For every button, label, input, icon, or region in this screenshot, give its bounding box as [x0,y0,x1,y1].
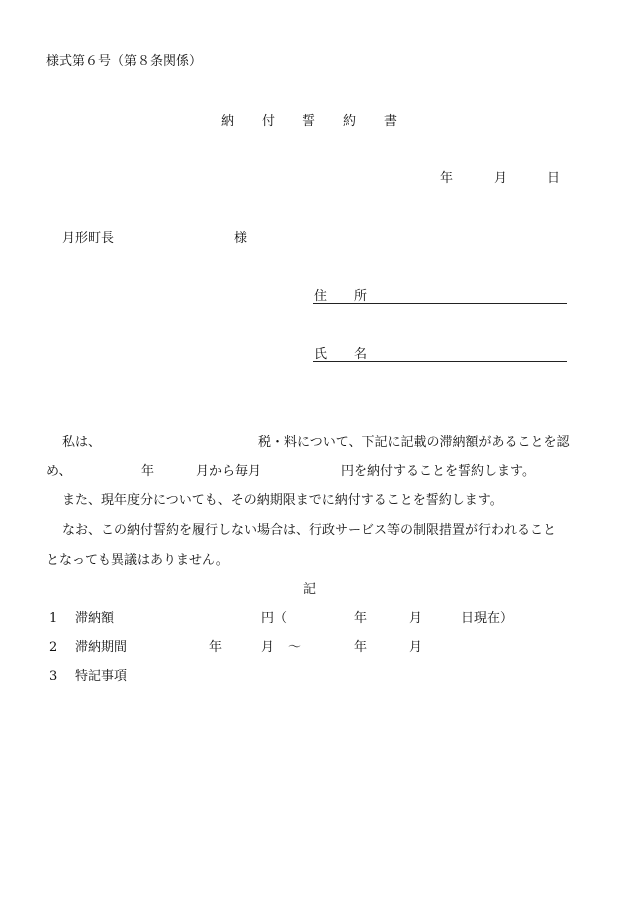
body-text: 月から毎月 [196,464,262,479]
name-label-char: 氏 [314,347,328,362]
item-label: 滞納額 [75,611,115,626]
body-text: 年 [141,464,155,479]
record-heading: 記 [303,582,317,597]
title-char: 約 [343,114,357,129]
form-number: 様式第６号（第８条関係） [46,54,203,69]
body-text: 円を納付することを誓約します。 [341,464,535,479]
item-text: 年 [209,640,223,655]
item-text: 円（ [261,611,288,626]
item-text: 日現在） [461,611,514,626]
address-label-char: 住 [314,289,328,304]
title-char: 納 [221,114,235,129]
body-text: となっても異議はありません。 [46,553,229,568]
date-month-label: 月 [494,171,508,186]
item-text: ～ [288,640,302,655]
date-day-label: 日 [547,171,561,186]
title-char: 誓 [302,114,316,129]
body-text: め、 [46,464,72,479]
body-text: 私は、 [62,435,102,450]
title-char: 書 [384,114,398,129]
address-label-char: 所 [354,289,368,304]
item-text: 年 [354,611,368,626]
name-underline [313,361,567,362]
item-label: 特記事項 [75,669,128,684]
item-text: 月 [409,640,423,655]
body-text: 税・料について、下記に記載の滞納額があることを認 [258,435,570,450]
item-number: 2 [49,640,58,655]
address-underline [313,303,567,304]
addressee-name: 月形町長 [62,231,115,246]
item-number: 3 [49,669,58,684]
item-text: 月 [409,611,423,626]
name-label-char: 名 [354,347,368,362]
title-char: 付 [262,114,276,129]
item-label: 滞納期間 [75,640,128,655]
item-text: 年 [354,640,368,655]
date-year-label: 年 [440,171,454,186]
item-number: 1 [49,611,58,626]
addressee-honorific: 様 [234,231,248,246]
item-text: 月 [261,640,275,655]
body-text: なお、この納付誓約を履行しない場合は、行政サービス等の制限措置が行われること [62,523,557,538]
body-text: また、現年度分についても、その納期限までに納付することを誓約します。 [62,493,503,508]
